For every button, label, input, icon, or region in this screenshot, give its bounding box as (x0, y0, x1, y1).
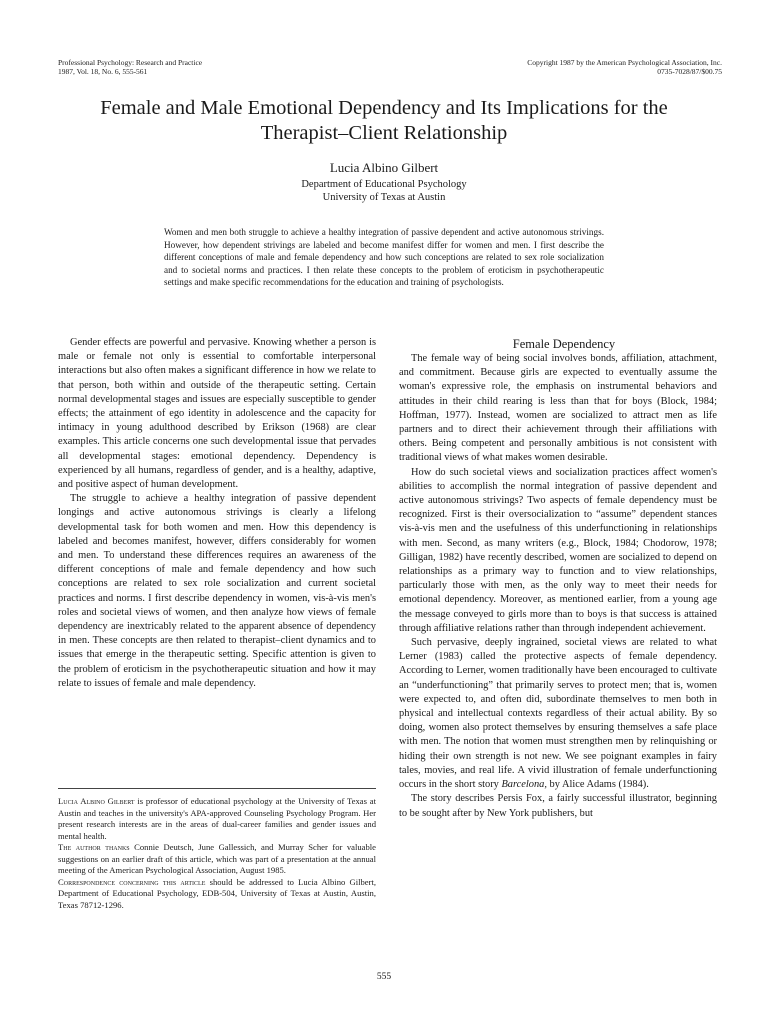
footnote-text: Connie Deutsch, June Gallessich, and Murray Scher for valuable suggestions on an earlier draft of this article, which was part of a presentation at the annual meeting of the American Psychological Association, August 1985. (58, 842, 376, 875)
issn-price: 0735-7028/87/$00.75 (657, 67, 722, 76)
author-department: Department of Educational Psychology (301, 179, 467, 190)
body-paragraph (399, 636, 717, 792)
story-title: Barcelona, (501, 779, 547, 791)
author-university: University of Texas at Austin (322, 192, 446, 203)
paragraph-text: Such pervasive, deeply ingrained, societal views are related to what Lerner (1983) called the protective aspects of female dependency. According to Lerner, women traditionally have been encouraged to cultivate an “underfunctioning” that primarily serves to protect men; that is, women were expected to, and often did, subordinate themselves to men both in physical and intellectual contexts regardless of their actual ability. By so doing, women also protect themselves by ensuring themselves a safe place with men. The notion that women must strengthen men by relinquishing or hiding their own strength is not new. We see poignant examples in fairy tales, movies, and real life. A vivid illustration of female underfunctioning occurs in the short story (399, 637, 717, 791)
journal-citation (58, 58, 202, 76)
footnote-divider (58, 788, 376, 789)
right-column (399, 336, 717, 821)
page-number: 555 (376, 972, 392, 982)
copyright-line: Copyright 1987 by the American Psychological Association, Inc. (527, 58, 722, 67)
section-heading: Female Dependency (512, 337, 616, 351)
correspondence-note (58, 877, 376, 912)
acknowledgment-note (58, 842, 376, 877)
author-name: Lucia Albino Gilbert (329, 160, 439, 175)
footnotes (58, 796, 376, 911)
footnote-lead: The author thanks (58, 842, 130, 852)
body-paragraph: Gender effects are powerful and pervasive. Knowing whether a person is male or female not only is essential to comfortable interpersonal interactions but also often makes a significant difference in how we relate to that person, both within and outside of the therapeutic setting. Certain normal developmental stages and issues are especially susceptible to gender effects; the attainment of ego identity in adolescence and the capacity for intimacy in young adulthood described by Erikson (1968) are clear examples. This article concerns one such developmental issue that pervades all developmental stages: emotional dependency. Dependency is experienced by all humans, regardless of gender, and is a healthy, adaptive, and positive aspect of human development. (58, 337, 376, 491)
copyright-notice (527, 58, 722, 76)
footnote-text: should be addressed to Lucia Albino Gilbert, Department of Educational Psychology, EDB-504, University of Texas at Austin, Austin, Texas 78712-1296. (58, 876, 377, 910)
footnote-lead: Correspondence concerning this article (58, 876, 206, 887)
body-paragraph: The struggle to achieve a healthy integration of passive dependent longings and active autonomous strivings is clearly a lifelong developmental task for both women and men. How this dependency is labeled and becomes manifest, however, differs considerably for women and men. To understand these differences requires an awareness of the different conceptions of male and female dependency and how such conceptions are related to sex role socialization and current societal practices and norms. I first describe dependency in women, vis-à-vis men's roles and societal views of women, and then analyze how views of female dependency are inextricably related to the apparent absence of dependency in men. These concepts are then related to therapist–client dynamics and to issues that emerge in the therapeutic setting. Specific attention is given to the problem of eroticism in the psychotherapeutic situation and how it may relate to issues of female and male dependency. (58, 493, 376, 689)
journal-volume: 1987, Vol. 18, No. 6, 555-561 (58, 67, 148, 76)
footnote-lead: Lucia Albino Gilbert (58, 796, 135, 806)
abstract: Women and men both struggle to achieve a healthy integration of passive dependent and active autonomous strivings. However, how dependent strivings are labeled and become manifest differ for women and men. I first describe the different conceptions of male and female dependency and how such conceptions are related to sex role socialization and to societal norms and practices. I then relate these concepts to the problem of eroticism in psychotherapeutic settings and make specific recommendations for the education and training of psychologists. (164, 227, 604, 287)
journal-name: Professional Psychology: Research and Practice (58, 58, 203, 67)
body-paragraph: How do such societal views and socialization practices affect women's abilities to accomplish the normal integration of passive dependent and active autonomous strivings? Two aspects of female dependency must be recognized. First is their oversocialization to “assume” dependent stances vis-à-vis men and the usefulness of this underfunctioning in relationships with men. Second, as many writers (e.g., Block, 1984; Chodorow, 1978; Gilligan, 1982) have recently described, women are socialized to depend on relationships as a primary way to function and to view relationships, particularly those with men, as the only way to meet their needs for emotional dependency. Moreover, as mentioned earlier, from a young age the message conveyed to girls more than to boys is that success is attained through affiliative relations rather than through independent achievement. (399, 466, 717, 634)
body-paragraph: The female way of being social involves bonds, affiliation, attachment, and commitment. Because girls are expected to eventually assume the woman's expressive role, the emphasis on instrumental behaviors and attitudes in their child rearing is less than that for boys (Block, 1984; Hoffman, 1977). Instead, women are socialized to attract men as life partners and to direct their achievement through their affiliations with others. Being competent and personally ambitious is not consistent with traditional views of what makes women desirable. (399, 353, 717, 464)
article-title: Female and Male Emotional Dependency and Its Implications for the Therapist–Client Relationship (100, 97, 668, 144)
body-paragraph: The story describes Persis Fox, a fairly successful illustrator, beginning to be sought after by New York publishers, but (399, 793, 717, 819)
author-note (58, 796, 376, 842)
footnote-text: is professor of educational psychology at the University of Texas at Austin and teaches in the university's APA-approved Counseling Psychology Program. Her present research interests are in the areas of dual-career families and gender issues and mental health. (58, 796, 376, 841)
left-column (58, 336, 376, 691)
paragraph-text: by Alice Adams (1984). (546, 779, 649, 791)
